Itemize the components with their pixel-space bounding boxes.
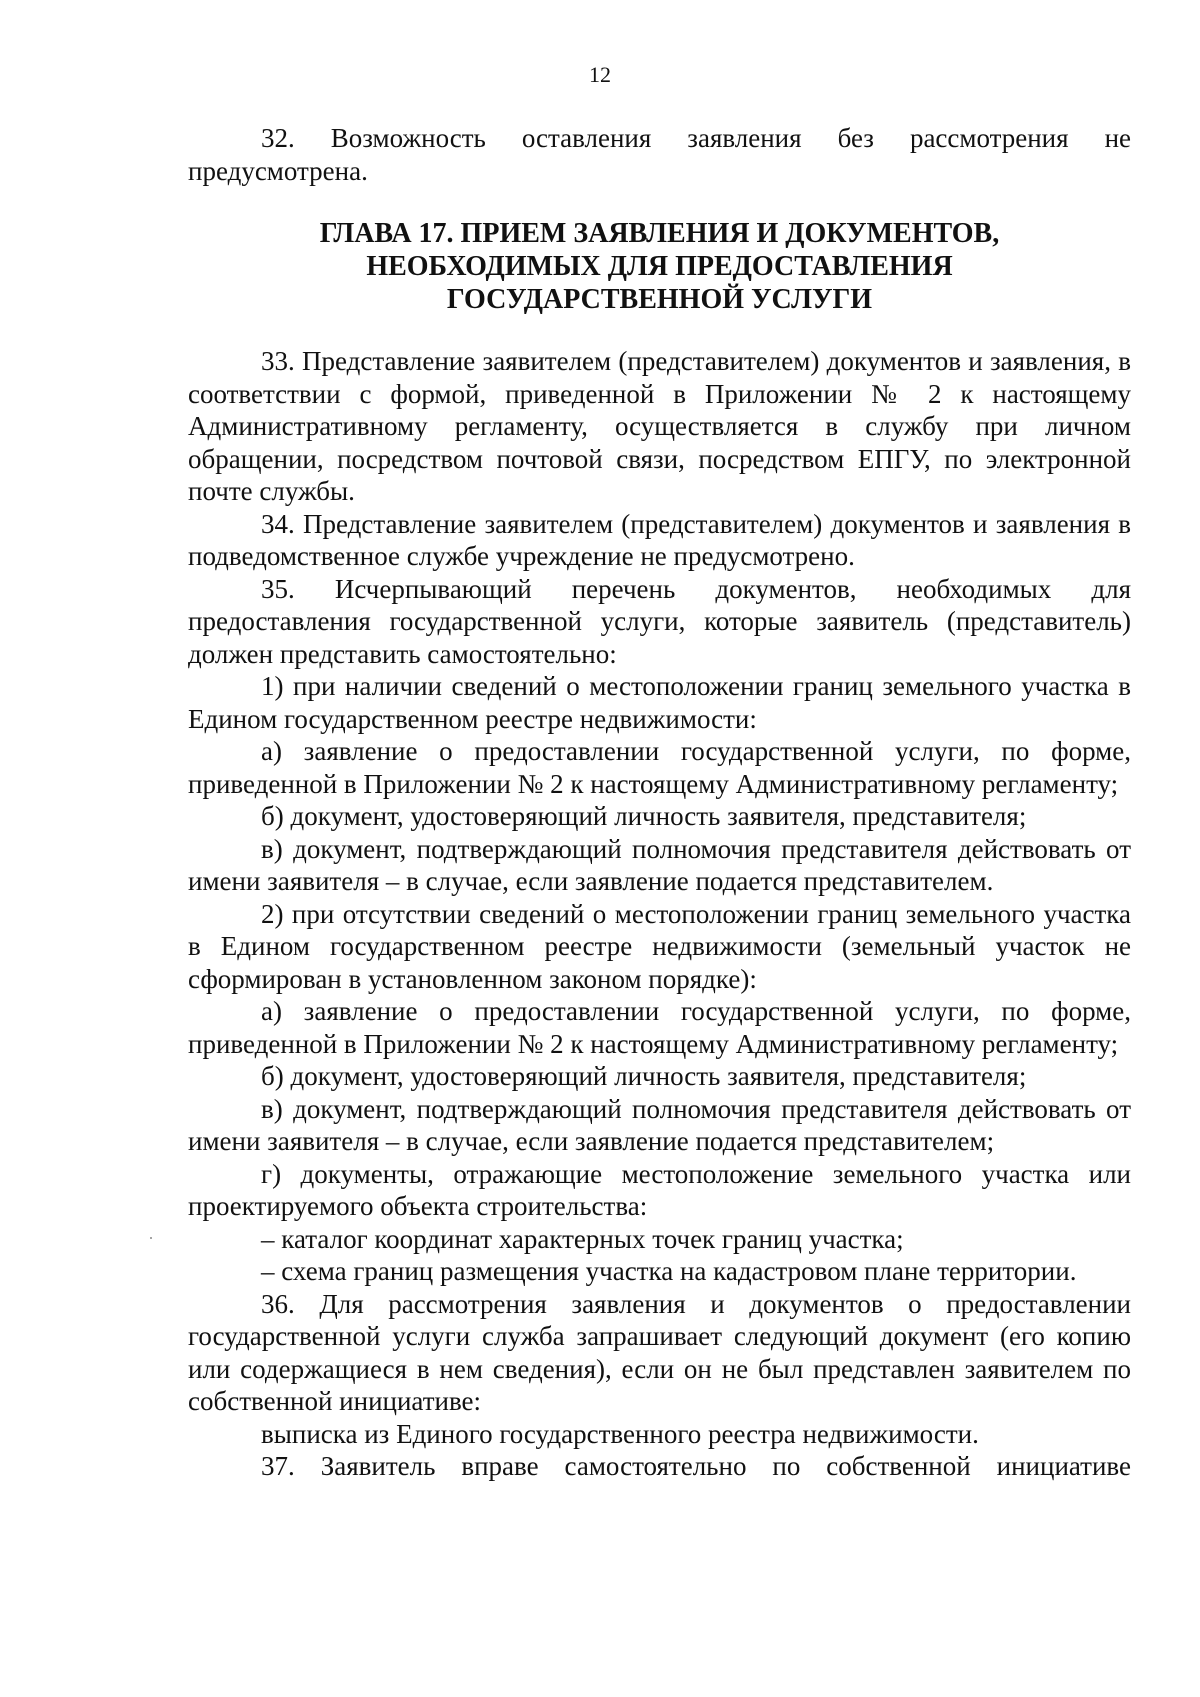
paragraph-36-item: выписка из Единого государственного реестра недвижимости. xyxy=(261,1418,979,1449)
list-item-2: 2) при отсутствии сведений о местоположении границ земельного участка в Едином государственном реестре недвижимости (земельный участок не сформирован в установленном законом порядке): xyxy=(188,898,1131,994)
page-number: 12 xyxy=(589,62,611,87)
document-body xyxy=(188,122,1131,1483)
chapter-heading xyxy=(188,217,1131,316)
heading-line-2: НЕОБХОДИМЫХ ДЛЯ ПРЕДОСТАВЛЕНИЯ xyxy=(366,251,953,282)
paragraph-36: 36. Для рассмотрения заявления и документов о предоставлении государственной услуги служба запрашивает следующий документ (его копию или содержащиеся в нем сведения), если он не был представлен заявителем по собственной инициативе: xyxy=(188,1288,1131,1416)
list-item-2a: а) заявление о предоставлении государственной услуги, по форме, приведенной в Приложении № 2 к настоящему Административному регламенту; xyxy=(188,996,1131,1059)
list-item-2c: в) документ, подтверждающий полномочия представителя действовать от имени заявителя – в случае, если заявление подается представителем; xyxy=(188,1093,1131,1156)
heading-line-3: ГОСУДАРСТВЕННОЙ УСЛУГИ xyxy=(446,284,873,315)
list-item-2d-dash-2: – схема границ размещения участка на кадастровом плане территории. xyxy=(261,1256,1077,1286)
paragraph-32: 32. Возможность оставления заявления без рассмотрения не предусмотрена. xyxy=(188,123,1131,186)
list-item-2b: б) документ, удостоверяющий личность заявителя, представителя; xyxy=(261,1061,1027,1091)
list-item-1a: а) заявление о предоставлении государственной услуги, по форме, приведенной в Приложении № 2 к настоящему Административному регламенту; xyxy=(188,736,1131,799)
list-item-1b: б) документ, удостоверяющий личность заявителя, представителя; xyxy=(261,801,1027,831)
list-item-1: 1) при наличии сведений о местоположении границ земельного участка в Едином государственном реестре недвижимости: xyxy=(188,671,1131,734)
list-item-2d: г) документы, отражающие местоположение земельного участка или проектируемого объекта строительства: xyxy=(188,1158,1131,1221)
heading-line-1: ГЛАВА 17. ПРИЕМ ЗАЯВЛЕНИЯ И ДОКУМЕНТОВ, xyxy=(319,218,1000,249)
list-item-1c: в) документ, подтверждающий полномочия представителя действовать от имени заявителя – в случае, если заявление подается представителем. xyxy=(188,833,1131,896)
paragraph-34: 34. Представление заявителем (представителем) документов и заявления в подведомственное службе учреждение не предусмотрено. xyxy=(188,508,1131,571)
paragraph-37: 37. Заявитель вправе самостоятельно по собственной инициативе xyxy=(261,1451,1131,1481)
list-item-2d-dash-1: – каталог координат характерных точек границ участка; xyxy=(261,1223,904,1254)
scan-speck xyxy=(150,1237,152,1239)
paragraph-33: 33. Представление заявителем (представителем) документов и заявления, в соответствии с формой, приведенной в Приложении № 2 к настоящему Административному регламенту, осуществляется в службу при личном обращении, посредством почтовой связи, посредством ЕПГУ, по электронной почте службы. xyxy=(188,346,1131,506)
paragraph-35: 35. Исчерпывающий перечень документов, необходимых для предоставления государственной услуги, которые заявитель (представитель) должен представить самостоятельно: xyxy=(188,573,1131,669)
